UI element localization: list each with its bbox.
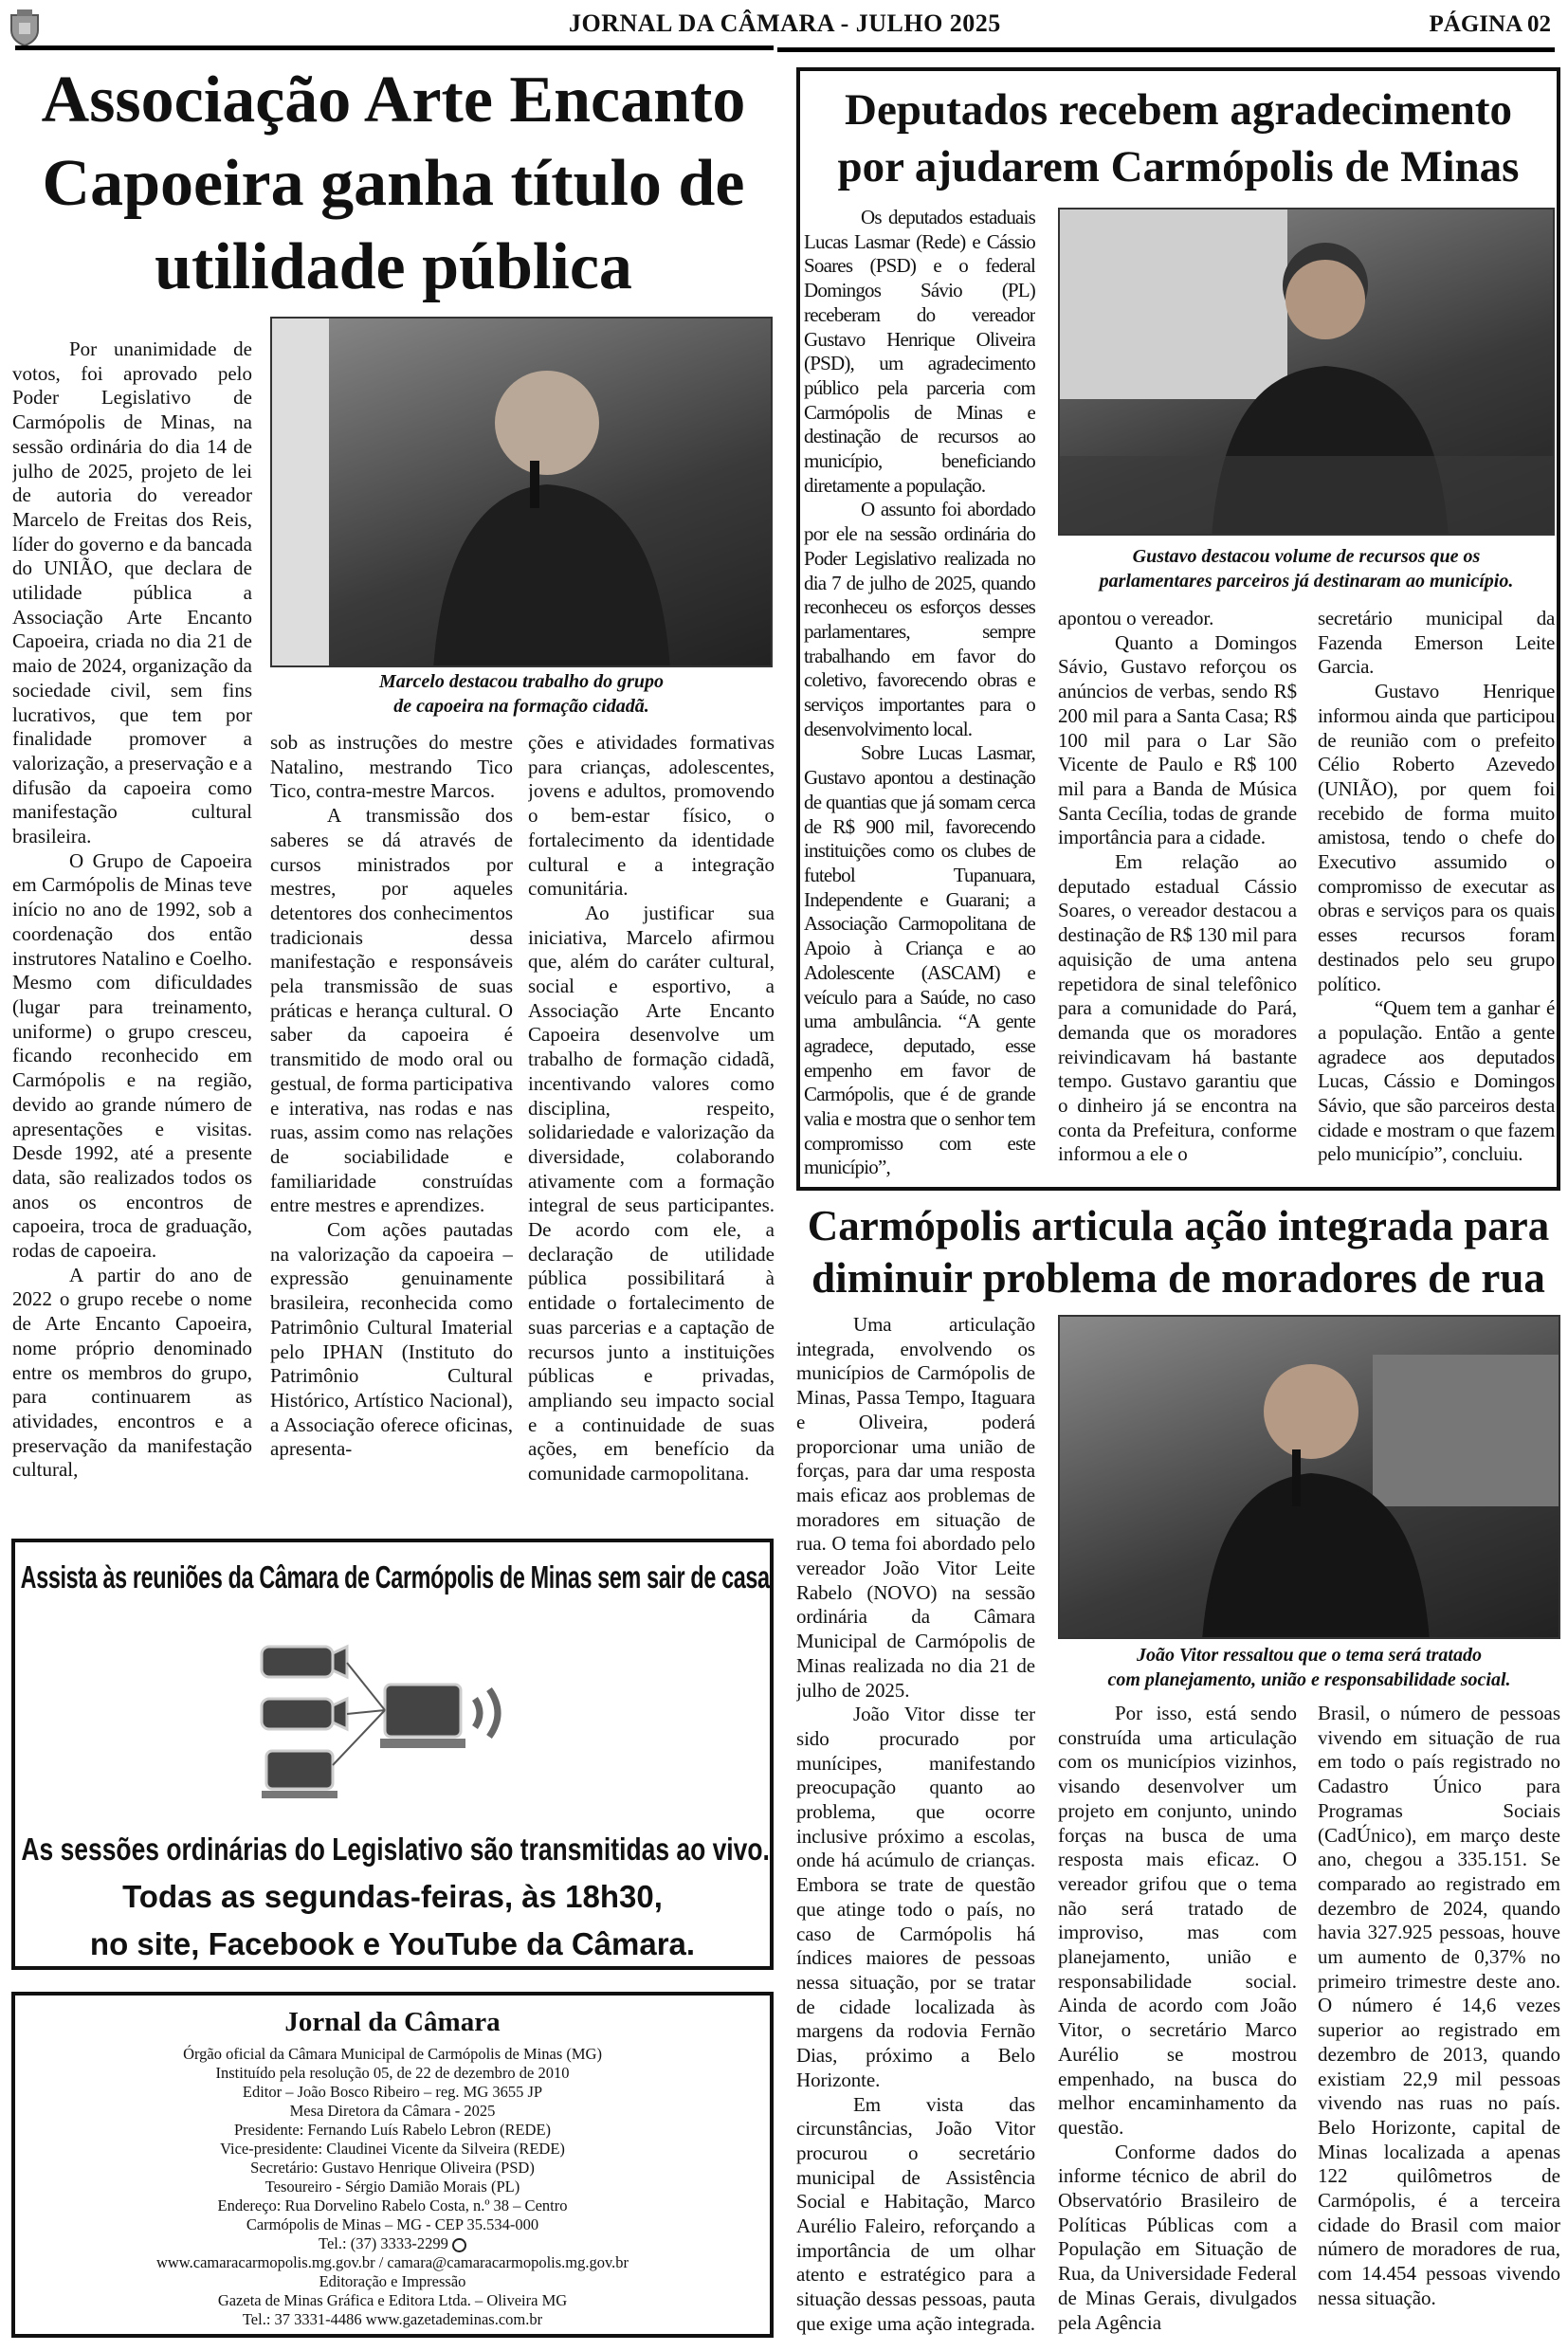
caption-line: Gustavo destacou volume de recursos que os [1132, 546, 1481, 567]
photo-caption [1058, 544, 1555, 593]
article-photo [1058, 208, 1555, 536]
paragraph: O assunto foi abordado por ele na sessão ordinária do Poder Legislativo realizada no dia 7 de julho de 2025, quando reconheceu os esforços desses parlamentares, sempre trabalhando em favor do coletivo, favorecendo obras e serviços importantes para o desenvolvimento local. [804, 498, 1035, 740]
paragraph: A transmissão dos saberes se dá através de cursos ministrados por mestres, por aqueles detentores dos conhecimentos tradicionais dessa manifestação e responsáveis pela transmissão de suas práticas e herança cultural. O saber da capoeira é transmitido de modo oral ou gestual, de forma participativa e interativa, nas rodas e nas ruas, assim como nas relações de sociabilidade e familiaridade construídas entre mestres e aprendizes. [270, 804, 513, 1217]
header-rule [777, 47, 1555, 52]
article-column [1318, 607, 1555, 1182]
caption-line: parlamentares parceiros já destinaram ao município. [1099, 571, 1514, 592]
paragraph: O Grupo de Capoeira em Carmópolis de Minas teve início no ano de 1992, sob a coordenação dos então instrutores Natalino e Coelho. Mesmo com dificuldades (lugar para treinamento, uniforme) o grupo cresceu, ficando reconhecido em Carmópolis e na região, devido ao grande número de apresentações e visitas. Desde 1992, até a presente data, são realizados todos os anos os encontros de capoeira, troca de graduação, rodas de capoeira. [12, 848, 252, 1263]
credit-line: Endereço: Rua Dorvelino Rabelo Costa, n.º 38 – Centro [217, 2196, 568, 2214]
newspaper-title: JORNAL DA CÂMARA - JULHO 2025 [569, 9, 1001, 37]
page-number: PÁGINA 02 [1429, 11, 1551, 37]
paragraph: sob as instruções do mestre Natalino, mestrando Tico Tico, contra-mestre Marcos. [270, 731, 513, 803]
paragraph: Os deputados estaduais Lucas Lasmar (Rede) e Cássio Soares (PSD) e o federal Domingos Sávio (PL) receberam do vereador Gustavo Henrique Oliveira (PSD), um agradecimento público pela parceria com Carmópolis de Minas e destinação de recursos ao município, beneficiando diretamente a população. [804, 206, 1035, 497]
ad-headline: Assista às reuniões da Câmara de Carmópolis de Minas sem sair de casa [20, 1559, 770, 1595]
article-column [12, 337, 252, 1527]
caption-line: João Vitor ressaltou que o tema será tratado [1137, 1645, 1482, 1666]
article-column [804, 206, 1035, 1182]
headline-line: por ajudarem Carmópolis de Minas [837, 142, 1520, 191]
paragraph: Conforme dados do informe técnico de abril do Observatório Brasileiro de Políticas Públicas com a População em Situação de Rua, da Universidade Federal de Minas Gerais, divulgados pela Agência [1058, 2140, 1297, 2334]
article-headline [802, 82, 1555, 195]
header-rule [15, 46, 774, 50]
caption-line: Marcelo destacou trabalho do grupo [378, 671, 665, 692]
paragraph: A partir do ano de 2022 o grupo recebe o nome de Arte Encanto Capoeira, nome próprio denominado entre os membros do grupo, para continuarem as atividades, encontros e a preservação da manifestação cultural, [12, 1263, 252, 1482]
headline-line: Associação Arte Encanto [41, 64, 746, 137]
article-column [270, 731, 513, 1527]
paragraph: ções e atividades formativas para crianças, adolescentes, jovens e adultos, promovendo o bem-estar físico, o fortalecimento da identidade cultural e a integração comunitária. [528, 731, 775, 901]
credit-line: www.camaracarmopolis.mg.gov.br / camara@camaracarmopolis.mg.gov.br [155, 2253, 629, 2271]
credit-line: Secretário: Gustavo Henrique Oliveira (PSD) [250, 2159, 535, 2177]
article-photo [270, 317, 773, 667]
paragraph: Brasil, o número de pessoas vivendo em situação de rua em todo o país registrado no Cadastro Único para Programas Sociais (CadÚnico), em março deste ano, chegou a 335.151. Se comparado ao registrado em dezembro de 2024, quando havia 327.925 pessoas, houve um aumento de 0,37% no primeiro trimestre deste ano. O número é 14,6 vezes superior ao registrado em dezembro de 2013, quando existiam 22,9 mil pessoas vivendo nas ruas no país. Belo Horizonte, capital de Minas localizada a apenas 122 quilômetros de Carmópolis, é a terceira cidade do Brasil com maior número de moradores de rua, com 14.454 pessoas vivendo nessa situação. [1318, 1702, 1560, 2309]
credit-line: Tel.: 37 3331-4486 www.gazetademinas.com.br [242, 2310, 543, 2328]
photo-caption [1058, 1643, 1560, 1692]
article-headline [796, 1200, 1560, 1304]
ad-text: no site, Facebook e YouTube da Câmara. [89, 1926, 696, 1961]
phone-number: Tel.: (37) 3333-2299 [319, 2234, 448, 2252]
credit-line: Presidente: Fernando Luís Rabelo Lebron (REDE) [233, 2121, 552, 2139]
headline-line: Capoeira ganha título de [42, 147, 745, 220]
paragraph: secretário municipal da Fazenda Emerson Leite Garcia. [1318, 607, 1555, 679]
article-column [796, 1313, 1035, 2346]
coat-of-arms-icon [6, 6, 44, 47]
article-column [1058, 1702, 1297, 2346]
paragraph: Uma articulação integrada, envolvendo os municípios de Carmópolis de Minas, Passa Tempo, Itaguara e Oliveira, poderá proporcionar uma união de forças, para dar uma resposta mais eficaz aos problemas de moradores em situação de rua. O tema foi abordado pelo vereador João Vitor Leite Rabelo (NOVO) na sessão ordinária da Câmara Municipal de Carmópolis de Minas realizada no dia 21 de julho de 2025. [796, 1313, 1035, 1702]
caption-line: com planejamento, união e responsabilidade social. [1107, 1669, 1511, 1690]
masthead-credits [11, 1992, 774, 2338]
photo-caption [270, 669, 773, 719]
paragraph: João Vitor disse ter sido procurado por munícipes, manifestando preocupação quanto ao problema, que ocorre inclusive próximo a escolas, onde há acúmulo de crianças. Embora se trate de questão que atinge todo o país, no caso de Carmópolis há índices maiores de pessoas nessa situação, por se tratar de cidade localizada às margens da rodovia Fernão Dias, próximo a Belo Horizonte. [796, 1703, 1035, 2091]
credit-line: Mesa Diretora da Câmara - 2025 [289, 2102, 496, 2120]
credit-line: Gazeta de Minas Gráfica e Editora Ltda. – Oliveira MG [217, 2291, 568, 2309]
ad-text: Todas as segundas-feiras, às 18h30, [122, 1879, 663, 1914]
credit-line: Vice-presidente: Claudinei Vicente da Silveira (REDE) [220, 2140, 565, 2158]
credits-title: Jornal da Câmara [284, 2007, 501, 2037]
paragraph: apontou o vereador. [1058, 607, 1214, 629]
credit-line: Órgão oficial da Câmara Municipal de Carmópolis de Minas (MG) [183, 2045, 602, 2063]
article-column [1318, 1702, 1560, 2346]
paragraph: Ao justificar sua iniciativa, Marcelo afirmou que, além do caráter cultural, social e esportivo, a Associação Arte Encanto Capoeira desenvolve um trabalho de formação cidadã, incentivando valores como disciplina, respeito, solidariedade e valorização da diversidade, colaborando ativamente com a formação integral de seus participantes. De acordo com ele, a declaração de utilidade pública possibilitará à entidade o fortalecimento de suas parcerias e a captação de recursos junto a instituições públicas e privadas, ampliando seu impacto social e a continuidade de suas ações, em benefício da comunidade carmopolitana. [528, 901, 775, 1485]
broadcast-illustration-icon [252, 1632, 537, 1803]
paragraph: Por isso, está sendo construída uma articulação com os municípios vizinhos, visando desenvolver um projeto em conjunto, unindo forças na busca de uma resposta mais eficaz. O vereador grifou que o tema não será tratado de improviso, mas com planejamento, união e responsabilidade social. Ainda de acordo com João Vitor, o secretário Marco Aurélio se mostrou empenhado, na busca do melhor encaminhamento da questão. [1058, 1702, 1297, 2139]
credit-line: Instituído pela resolução 05, de 22 de dezembro de 2010 [215, 2064, 570, 2082]
paragraph: Por unanimidade de votos, foi aprovado pelo Poder Legislativo de Carmópolis de Minas, na sessão ordinária do dia 14 de julho de 2025, projeto de lei de autoria do vereador Marcelo de Freitas dos Reis, líder do governo e da bancada do UNIÃO, que declara de utilidade pública a Associação Arte Encanto Capoeira, criada no dia 21 de maio de 2024, organização da sociedade civil, sem fins lucrativos, que tem por finalidade promover a valorização, a preservação e a difusão da capoeira como manifestação cultural brasileira. [12, 337, 252, 848]
credit-phone-line [15, 2234, 770, 2253]
caption-line: de capoeira na formação cidadã. [393, 696, 649, 717]
headline-line: Carmópolis articula ação integrada para [807, 1202, 1550, 1249]
paragraph: “Quem tem a ganhar é a população. Então a gente agradece aos deputados Lucas, Cássio e Domingos Sávio, que são parceiros desta cidade e mostram o que fazem pelo município”, concluiu. [1318, 996, 1555, 1166]
headline-line: Deputados recebem agradecimento [845, 85, 1512, 135]
paragraph: Gustavo Henrique informou ainda que participou de reunião com o prefeito Célio Roberto Azevedo (UNIÃO), por quem foi recebido de forma muito amistosa, tendo o chefe do Executivo assumido o compromisso de executar as obras e serviços para os quais esses recursos foram destinados pelo seu grupo político. [1318, 680, 1555, 995]
article-column [1058, 607, 1297, 1182]
livestream-ad [11, 1539, 774, 1970]
article-headline [9, 59, 777, 309]
ad-text: As sessões ordinárias do Legislativo são transmitidas ao vivo. [21, 1832, 770, 1867]
article-photo [1058, 1315, 1560, 1639]
headline-line: diminuir problema de moradores de rua [811, 1254, 1545, 1302]
paragraph: Em vista das circunstâncias, João Vitor procurou o secretário municipal de Assistência Social e Habitação, Marco Aurélio Faleiro, reforçando a importância de um olhar atento e estratégico para a situação dessas pessoas, pauta que exige uma ação integrada. [796, 2092, 1035, 2335]
paragraph: Quanto a Domingos Sávio, Gustavo reforçou os anúncios de verbas, sendo R$ 200 mil para a Santa Casa; R$ 100 mil para o Lar São Vicente de Paulo e R$ 100 mil para a Banda de Música Santa Cecília, todas de grande importância para a cidade. [1058, 630, 1297, 849]
whatsapp-icon [452, 2238, 466, 2252]
credit-line: Editor – João Bosco Ribeiro – reg. MG 3655 JP [242, 2083, 543, 2101]
paragraph: Sobre Lucas Lasmar, Gustavo apontou a destinação de quantias que já somam cerca de R$ 900 mil, favorecendo instituições como os clubes de futebol Tupanuara, Independente e Guarani; a Associação Carmopolitana de Apoio à Criança e ao Adolescente (ASCAM) e veículo para a Saúde, no caso uma ambulância. “A gente agradece, deputado, esse empenho em favor de Carmópolis, que é de grande valia e mostra que o senhor tem compromisso com este município”, [804, 741, 1035, 1179]
headline-line: utilidade pública [155, 230, 632, 303]
credits-lines [15, 2045, 770, 2329]
credit-line: Carmópolis de Minas – MG - CEP 35.534-000 [246, 2215, 539, 2233]
paragraph: Em relação ao deputado estadual Cássio Soares, o vereador destacou a destinação de R$ 130 mil para aquisição de uma antena repetidora de sinal telefônico para a comunidade do Pará, demanda que os moradores reivindicavam há bastante tempo. Gustavo garantiu que o dinheiro já se encontra na conta da Prefeitura, conforme informou a ele o [1058, 850, 1297, 1166]
paragraph: Com ações pautadas na valorização da capoeira – expressão genuinamente brasileira, reconhecida como Patrimônio Cultural Imaterial pelo IPHAN (Instituto do Patrimônio Cultural Histórico, Artístico Nacional), a Associação oferece oficinas, apresenta- [270, 1218, 513, 1461]
credit-line: Editoração e Impressão [319, 2272, 466, 2290]
article-column [528, 731, 775, 1527]
credit-line: Tesoureiro - Sérgio Damião Morais (PL) [264, 2178, 520, 2196]
